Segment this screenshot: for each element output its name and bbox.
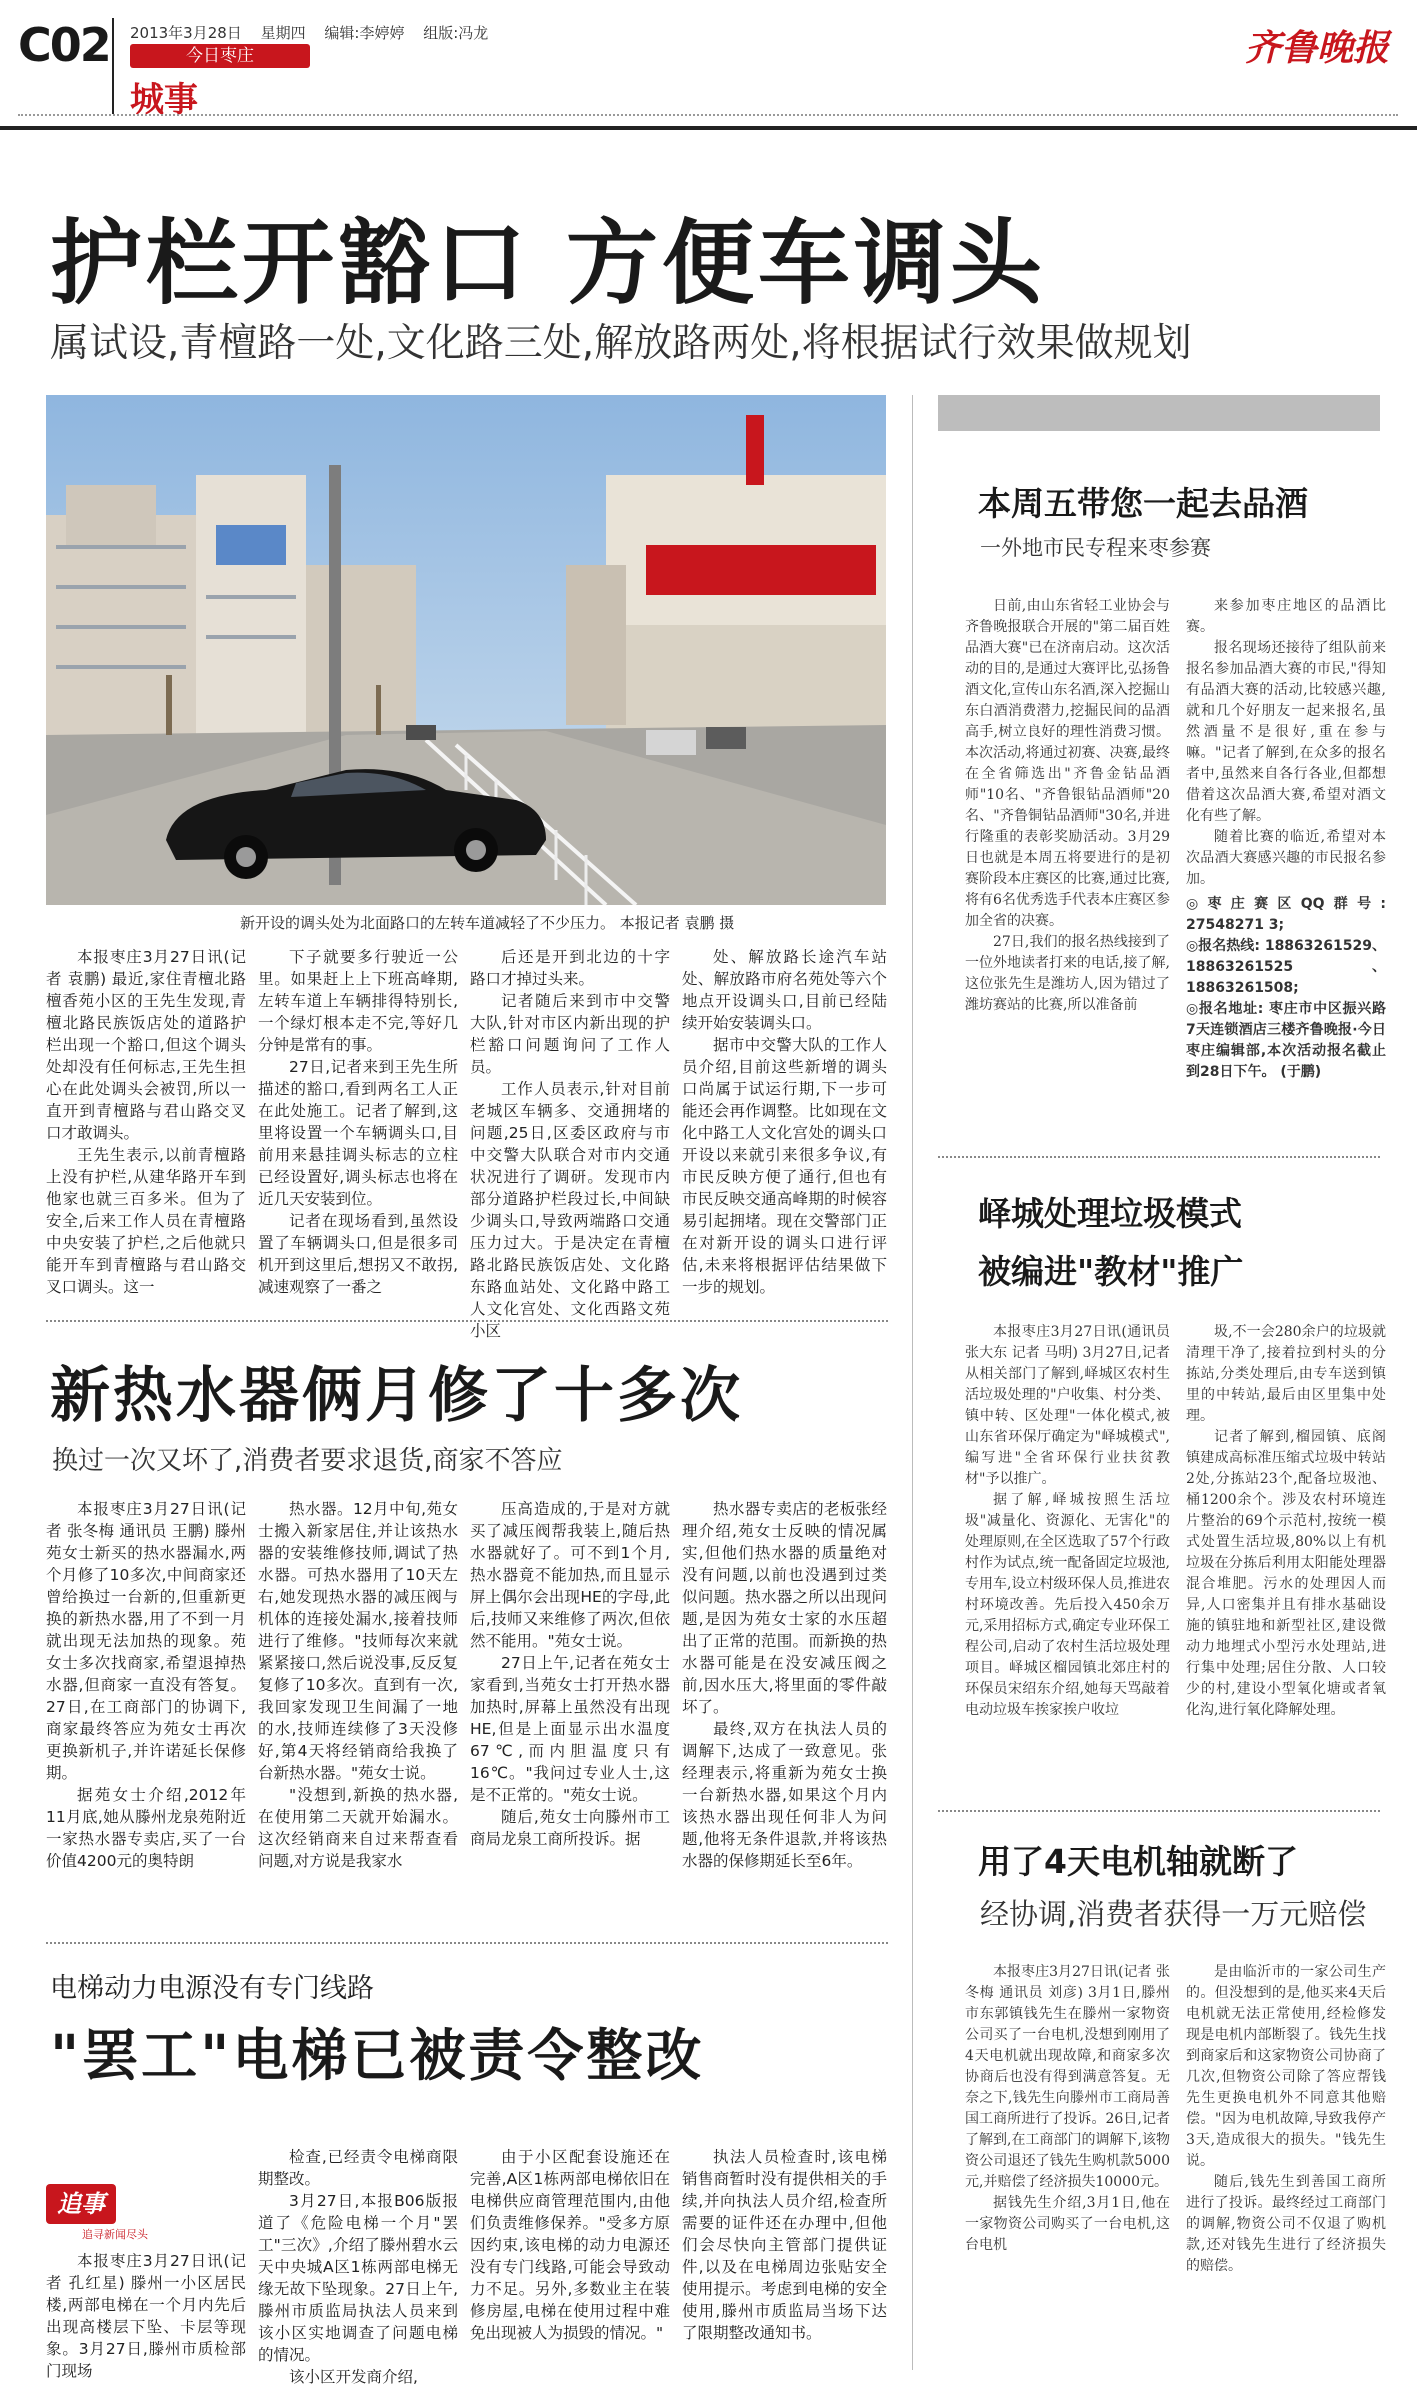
qq-group: ◎枣庄赛区QQ群号: 27548271 3;: [1186, 896, 1386, 933]
lead-photo: [46, 395, 886, 905]
paragraph: 执法人员检查时,该电梯销售商暂时没有提供相关的手续,并向执法人员介绍,检查所需要的证件还在办理中,但他们会尽快向主管部门提供证件,以及在电梯周边张贴安全使用提示。考虑到电梯的安全使用,滕州市质监局当场下达了限期整改通知书。: [682, 2148, 887, 2342]
paragraph: 据市中交警大队的工作人员介绍,目前这些新增的调头口尚属于试运行期,下一步可能还会再作调整。比如现在文化中路工人文化宫处的调头口开设以来就引来很多争议,有市民反映方便了通行,但也有市民反映交通高峰期的时候容易引起拥堵。现在交警部门正在对新开设的调头口进行评估,未来将根据评估结果做下一步的规划。: [682, 1036, 887, 1296]
paragraph: 王先生表示,以前青檀路上没有护栏,从建华路开车到他家也就三百多米。但为了安全,后来工作人员在青檀路中央安装了护栏,之后他就只能开车到青檀路与君山路交叉口调头。这一: [46, 1146, 246, 1296]
column-rule: [912, 395, 913, 2370]
sidebar1-col-2: [1186, 596, 1386, 1083]
elevator-col-4: [682, 2146, 887, 2344]
sidebar2-title-1: 峄城处理垃圾模式: [978, 1194, 1242, 1233]
paragraph: 27日,我们的报名热线接到了一位外地读者打来的电话,接了解,这位张先生是潍坊人,因为错过了潍坊赛站的比赛,所以准备前: [965, 934, 1170, 1013]
paragraph: 记者了解到,榴园镇、底阁镇建成高标准压缩式垃圾中转站2处,分拣站23个,配备垃圾池、桶1200余个。涉及农村环境连片整治的69个示范村,按统一模式处置生活垃圾,80%以上有机垃圾在分拣后利用太阳能处理器混合堆肥。污水的处理因人而异,人口密集并且有排水基础设施的镇驻地和新型社区,建设微动力地埋式小型污水处理站,进行集中处理;居住分散、人口较少的村,建设小型氧化塘或者氧化沟,进行氧化降解处理。: [1186, 1429, 1386, 1718]
paragraph: 随后,钱先生到善国工商所进行了投诉。最终经过工商部门的调解,物资公司不仅退了购机款,还对钱先生进行了经济损失的赔偿。: [1186, 2174, 1386, 2274]
paragraph: 27日上午,记者在苑女士家看到,当苑女士打开热水器加热时,屏幕上虽然没有出现HE,但是上面显示出水温度67℃,而内胆温度只有16℃。"我问过专业人士,这是不正常的。"苑女士说。: [470, 1654, 670, 1804]
hotline: ◎报名热线: 18863261529、18863261525、18863261508;: [1186, 938, 1386, 996]
header-rule: [0, 126, 1417, 130]
elevator-col-1: [46, 2250, 246, 2382]
heater-subhead: 换过一次又坏了,消费者要求退货,商家不答应: [52, 1446, 563, 1476]
section-pill[interactable]: 今日枣庄: [130, 44, 310, 68]
sidebar-divider: [938, 1156, 1380, 1158]
lead-col-4: [682, 946, 887, 1298]
designer: 组版:冯龙: [423, 24, 489, 42]
heater-headline: 新热水器俩月修了十多次: [50, 1361, 743, 1431]
paragraph: 由于小区配套设施还在完善,A区1栋两部电梯依旧在电梯供应商管理范围内,由他们负责维修保养。"受多方原因约束,该电梯的动力电源还没有专门线路,可能会导致动力不足。另外,多数业主在装修房屋,电梯在使用过程中难免出现被人为损毁的情况。": [470, 2148, 670, 2342]
paragraph: 工作人员表示,针对目前老城区车辆多、交通拥堵的问题,25日,区委区政府与市中交警大队联合对市内交通状况进行了调研。发现市内部分道路护栏段过长,中间缺少调头口,导致两端路口交通压力过大。于是决定在青檀路北路民族饭店处、文化路东路血站处、文化路中路工人文化宫处、文化西路文苑小区: [470, 1080, 670, 1340]
paragraph: 据钱先生介绍,3月1日,他在一家物资公司购买了一台电机,这台电机: [965, 2195, 1170, 2253]
lead-col-2: [258, 946, 458, 1298]
page-number: C02: [18, 18, 110, 72]
paragraph: 报名现场还接待了组队前来报名参加品酒大赛的市民,"得知有品酒大赛的活动,比较感兴趣,就和几个好朋友一起来报名,虽然酒量不是很好,重在参与嘛。"记者了解到,在众多的报名者中,虽然来自各行各业,但都想借着这次品酒大赛,希望对酒文化有些了解。: [1186, 640, 1386, 824]
paragraph: 随着比赛的临近,希望对本次品酒大赛感兴趣的市民报名参加。: [1186, 829, 1386, 887]
sidebar2-title-2: 被编进"教材"推广: [978, 1252, 1244, 1291]
section-divider: [46, 1320, 888, 1322]
elevator-headline: "罢工"电梯已被责令整改: [50, 2024, 705, 2089]
header-dotted-rule: [18, 114, 1398, 116]
sidebar2-col-2: [1186, 1322, 1386, 1721]
heater-col-4: [682, 1498, 887, 1872]
paragraph: 热水器。12月中旬,苑女士搬入新家居住,并让该热水器的安装维修技师,调试了热水器。可热水器用了10天左右,她发现热水器的减压阀与机体的连接处漏水,接着技师进行了维修。"技师每次来就紧紧接口,然后说没事,反反复复修了10多次。直到有一次,我回家发现卫生间漏了一地的水,技师连续修了3天没修好,第4天将经销商给我换了台新热水器。"苑女士说。: [258, 1500, 458, 1782]
paragraph: 本报枣庄3月27日讯(记者 孔红星) 滕州一小区居民楼,两部电梯在一个月内先后出现高楼层下坠、卡层等现象。3月27日,滕州市质检部门现场: [46, 2252, 246, 2380]
sidebar1-col-1: [965, 596, 1170, 1016]
paragraph: 记者随后来到市中交警大队,针对市区内新出现的护栏豁口问题询问了工作人员。: [470, 992, 670, 1076]
paragraph: 3月27日,本报B06版报道了《危险电梯一个月"罢工"三次》,介绍了滕州碧水云天中央城A区1栋两部电梯无缘无故下坠现象。27日上午,滕州市质监局执法人员来到该小区实地调查了问题电梯的情况。: [258, 2192, 458, 2364]
sidebar-header-bar: [938, 395, 1380, 431]
elevator-col-2: [258, 2146, 458, 2388]
paragraph: 本报枣庄3月27日讯(记者 张冬梅 通讯员 刘彦) 3月1日,滕州市东郭镇钱先生在滕州一家物资公司买了一台电机,没想到刚用了4天电机就出现故障,和商家多次协商后也没有得到满意答复。无奈之下,钱先生向滕州市工商局善国工商所进行了投诉。26日,记者了解到,在工商部门的调解下,该物资公司退还了钱先生购机款5000元,并赔偿了经济损失10000元。: [965, 1964, 1170, 2190]
paragraph: 是由临沂市的一家公司生产的。但没想到的是,他买来4天后电机就无法正常使用,经检修发现是电机内部断裂了。钱先生找到商家后和这家物资公司协商了几次,但物资公司除了答应帮钱先生更换电机外不同意其他赔偿。"因为电机故障,导致我停产3天,造成很大的损失。"钱先生说。: [1186, 1964, 1386, 2169]
paragraph: 据了解,峄城按照生活垃圾"减量化、资源化、无害化"的处理原则,在全区选取了57个行政村作为试点,统一配备固定垃圾池,专用车,设立村级环保人员,推进农村环境改善。先后投入450余万元,采用招标方式,确定专业环保工程公司,启动了农村生活垃圾处理项目。峄城区榴园镇北郊庄村的环保员宋绍东介绍,她每天骂敲着电动垃圾车挨家挨户收垃: [965, 1492, 1170, 1718]
paragraph: 据苑女士介绍,2012年11月底,她从滕州龙泉苑附近一家热水器专卖店,买了一台价值4200元的奥特朗: [46, 1786, 246, 1870]
date: 2013年3月28日: [130, 24, 242, 42]
street-photo: [46, 395, 886, 905]
weekday: 星期四: [260, 24, 306, 42]
paragraph: 后还是开到北边的十字路口才掉过头来。: [470, 948, 670, 988]
paragraph: 处、解放路长途汽车站处、解放路市府名苑处等六个地点开设调头口,目前已经陆续开始安装调头口。: [682, 948, 887, 1032]
brand-logo: 齐鲁晚报: [1244, 27, 1389, 69]
paragraph: 记者在现场看到,虽然设置了车辆调头口,但是很多司机开到这里后,想拐又不敢拐,减速观察了一番之: [258, 1212, 458, 1296]
lead-headline: 护栏开豁口 方便车调头: [50, 210, 1047, 317]
paragraph: "没想到,新换的热水器,在使用第二天就开始漏水。这次经销商来自过来帮查看问题,对方说是我家水: [258, 1786, 458, 1870]
paragraph: 该小区开发商介绍,: [289, 2368, 418, 2386]
heater-col-2: [258, 1498, 458, 1872]
elevator-col-3: [470, 2146, 670, 2344]
header-divider: [112, 18, 114, 114]
logo-badge: 追事: [46, 2184, 116, 2224]
lead-col-3: [470, 946, 670, 1342]
paragraph: 检查,已经责令电梯商限期整改。: [258, 2148, 458, 2188]
elevator-kicker: 电梯动力电源没有专门线路: [50, 1973, 374, 2004]
sidebar3-col-2: [1186, 1962, 1386, 2277]
paragraph: 最终,双方在执法人员的调解下,达成了一致意见。张经理表示,将重新为苑女士换一台新热水器,如果这个月内该热水器出现任何非人为问题,他将无条件退款,并将该热水器的保修期延长至6年。: [682, 1720, 887, 1870]
heater-col-1: [46, 1498, 246, 1872]
paragraph: 日前,由山东省轻工业协会与齐鲁晚报联合开展的"第二届百姓品酒大赛"已在济南启动。这次活动的目的,是通过大赛评比,弘扬鲁酒文化,宣传山东名酒,深入挖掘山东白酒消费潜力,挖掘民间的品酒高手,树立良好的理性消费习惯。本次活动,将通过初赛、决赛,最终在全省筛选出"齐鲁金钻品酒师"10名、"齐鲁银钻品酒师"20名、"齐鲁铜钻品酒师"30名,并进行隆重的表彰奖励活动。3月29日也就是本周五将要进行的是初赛阶段本庄赛区的比赛,通过比赛,将有6名优秀选手代表本庄赛区参加全省的决赛。: [965, 598, 1170, 929]
sidebar3-col-1: [965, 1962, 1170, 2256]
lead-subhead: 属试设,青檀路一处,文化路三处,解放路两处,将根据试行效果做规划: [50, 321, 1192, 366]
paragraph: 本报枣庄3月27日讯(通讯员 张大东 记者 马明) 3月27日,记者从相关部门了解到,峄城区农村生活垃圾处理的"户收集、村分类、镇中转、区处理"一体化模式,被山东省环保厅确定为"峄城模式",编写进"全省环保行业扶贫教材"予以推广。: [965, 1324, 1170, 1487]
paragraph: 本报枣庄3月27日讯(记者 袁鹏) 最近,家住青檀北路檀香苑小区的王先生发现,青檀北路民族饭店处的道路护栏出现一个豁口,但这个调头处却没有任何标志,王先生担心在此处调头会被罚,所以一直开到青檀路与君山路交叉口才敢调头。: [46, 948, 246, 1142]
paragraph: 随后,苑女士向滕州市工商局龙泉工商所投诉。据: [470, 1808, 670, 1848]
sidebar1-title: 本周五带您一起去品酒: [978, 484, 1308, 523]
sidebar3-subtitle: 经协调,消费者获得一万元赔偿: [980, 1897, 1367, 1931]
paragraph: 压高造成的,于是对方就买了减压阀帮我装上,随后热水器就好了。可不到1个月,热水器竟不能加热,而且显示屏上偶尔会出现HE的字母,此后,技师又来维修了两次,但依然不能用。"苑女士说。: [470, 1500, 670, 1650]
paragraph: 来参加枣庄地区的品酒比赛。: [1186, 598, 1386, 635]
heater-col-3: [470, 1498, 670, 1850]
section-divider: [46, 1942, 888, 1944]
chase-news-logo: [46, 2184, 156, 2240]
page-meta: [130, 22, 502, 43]
sidebar2-col-1: [965, 1322, 1170, 1721]
paragraph: 下子就要多行驶近一公里。如果赶上上下班高峰期,左转车道上车辆排得特别长,一个绿灯根本走不完,等好几分钟是常有的事。: [258, 948, 458, 1054]
photo-caption: 新开设的调头处为北面路口的左转车道减轻了不少压力。 本报记者 袁鹏 摄: [240, 914, 735, 932]
sidebar-divider: [938, 1810, 1380, 1812]
paragraph: 27日,记者来到王先生所描述的豁口,看到两名工人正在此处施工。记者了解到,这里将设置一个车辆调头口,目前用来悬挂调头标志的立柱已经设置好,调头标志也将在近几天安装到位。: [258, 1058, 458, 1208]
paragraph: 圾,不一会280余户的垃圾就清理干净了,接着拉到村头的分拣站,分类处理后,由专车送到镇里的中转站,最后由区里集中处理。: [1186, 1324, 1386, 1424]
section-name: 城事: [130, 80, 198, 120]
sidebar1-subtitle: 一外地市民专程来枣参赛: [980, 536, 1211, 560]
paragraph: 热水器专卖店的老板张经理介绍,苑女士反映的情况属实,但他们热水器的质量绝对没有问题,以前也没遇到过类似问题。热水器之所以出现问题,是因为苑女士家的水压超出了正常的范围。而新换的热水器可能是在没安减压阀之前,因水压大,将里面的零件敲坏了。: [682, 1500, 887, 1716]
editor: 编辑:李婷婷: [324, 24, 405, 42]
sidebar3-title: 用了4天电机轴就断了: [978, 1842, 1298, 1881]
paragraph: 本报枣庄3月27日讯(记者 张冬梅 通讯员 王鹏) 滕州苑女士新买的热水器漏水,两个月修了10多次,中间商家还曾给换过一台新的,但重新更换的新热水器,用了不到一月就出现无法加热的现象。苑女士多次找商家,希望退掉热水器,但商家一直没有答复。27日,在工商部门的协调下,商家最终答应为苑女士再次更换新机子,并许诺延长保修期。: [46, 1500, 246, 1782]
lead-col-1: [46, 946, 246, 1298]
logo-tagline: 追寻新闻尽头: [82, 2228, 148, 2241]
address: ◎报名地址: 枣庄市中区振兴路7天连锁酒店三楼齐鲁晚报·今日枣庄编辑部,本次活动报名截止到28日下午。 (于鹏): [1186, 1001, 1386, 1080]
